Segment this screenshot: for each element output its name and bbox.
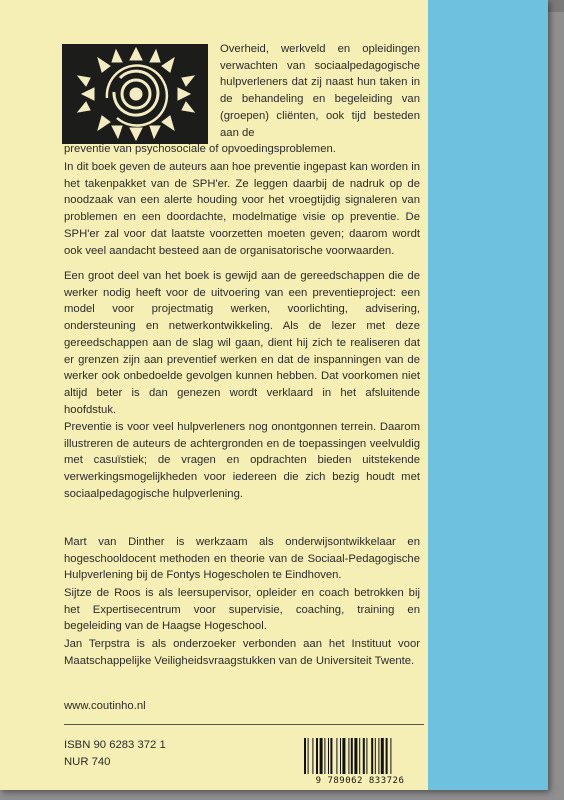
intro-text-tail: preventie van psychosociale of opvoedingsproblemen. [64,143,336,155]
paragraph-onontgonnen-terrein: Preventie is voor veel hulpverleners nog onontgonnen terrein. Daarom illustreren de auteurs de achtergronden en de toepassingen veelvuldig met casuïstiek; de vragen en opdrachten bieden uitstekende verwerkingsmogelijkheden voor iedereen die zich bezig houdt met sociaalpedagogische hulpverlening. [64,421,420,500]
author-bio-terpstra: Jan Terpstra is als onderzoeker verbonden aan het Instituut voor Maatschappelijke Veiligheidsvraagstukken van de Universiteit Twente. [64,638,420,667]
nur-code: NUR 740 [64,756,111,768]
blue-side-strip [428,0,548,790]
author-bio-de-roos: Sijtze de Roos is als leersupervisor, opleider en coach betrokken bij het Expertisecentrum voor supervisie, coaching, training en begeleiding van de Haagse Hogeschool. [64,587,420,633]
intro-text: Overheid, werkveld en opleidingen verwachten van sociaalpedagogische hulpverleners dat zij naast hun taken in de behandeling en begeleiding van (groepen) cliënten, ook tijd besteden aan de [220,43,420,139]
barcode-digits: 9 789062 833726 [315,776,405,786]
divider-line [64,724,424,725]
isbn-number: ISBN 90 6283 372 1 [64,739,166,751]
author-bio-van-dinther: Mart van Dinther is werkzaam als onderwijsontwikkelaar en hogeschooldocent methoden en theorie van de Sociaal-Pedagogische Hulpverlening bij de Fontys Hogescholen te Eindhoven. [64,536,420,582]
publisher-website: www.coutinho.nl [64,700,146,712]
paragraph-gereedschappen: Een groot deel van het boek is gewijd aan de gereedschappen die de werker nodig heeft voor de uitvoering van een preventieproject: een model voor projectmatig werken, voorlichting, advisering, ondersteuning en netwerkontwikkeling. Als de lezer met deze gereedschappen aan de slag wil gaan, dient hij zich te realiseren dat er grenzen zijn aan preventief werken en dat de inspanningen van de werker ook onbedoelde gevolgen kunnen hebben. Dat voorkomen niet altijd beter is dan genezen wordt verklaard in het afsluitende hoofdstuk. [64,270,420,416]
paragraph-preventie-takenpakket: In dit boek geven de auteurs aan hoe preventie ingepast kan worden in het takenpakket van de SPH'er. Ze leggen daarbij de nadruk op de noodzaak van een alerte houding voor het vroegtijdig signaleren van problemen en een doordachte, modelmatige visie op preventie. De SPH'er zal voor dat laatste voorzetten moeten geven; daarom wordt ook veel aandacht besteed aan de organisatorische voorwaarden. [64,161,420,257]
sun-woodcut-logo-icon [62,44,208,144]
